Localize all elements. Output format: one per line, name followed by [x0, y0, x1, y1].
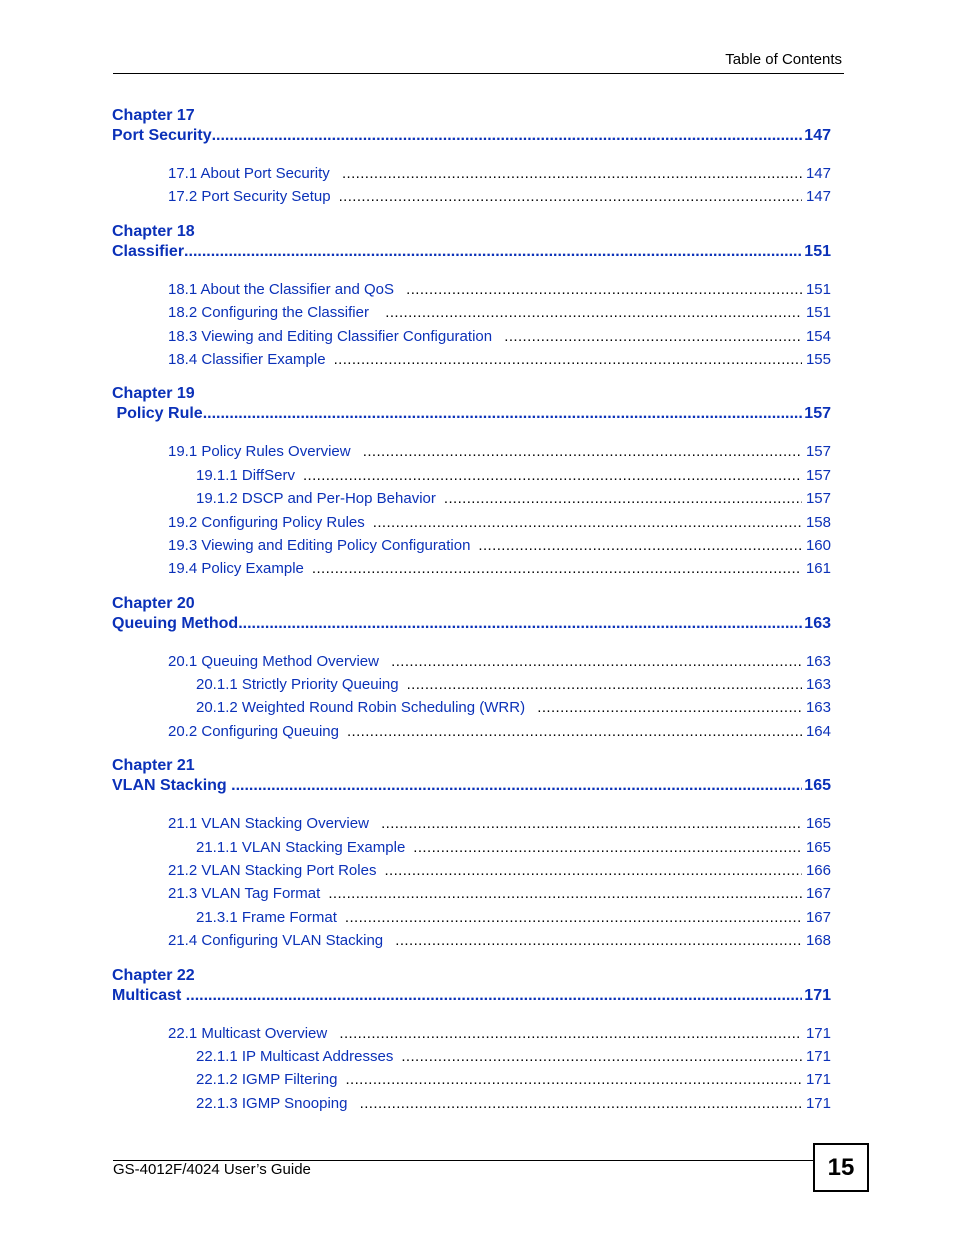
section-title: 18.1 About the Classifier and QoS — [168, 280, 399, 298]
toc-section-link[interactable] — [112, 557, 831, 580]
chapter-title: VLAN Stacking — [112, 777, 232, 795]
dot-leader — [347, 720, 802, 743]
section-page-number: 171 — [805, 1094, 831, 1112]
chapter-label[interactable]: Chapter 18 — [112, 222, 195, 240]
dot-leader — [381, 812, 802, 835]
dot-leader — [444, 487, 802, 510]
section-title: 22.1.2 IGMP Filtering — [196, 1071, 338, 1089]
section-title: 19.2 Configuring Policy Rules — [168, 513, 365, 531]
chapter-block — [112, 966, 831, 1116]
chapter-page-number: 147 — [804, 127, 831, 144]
section-page-number: 168 — [805, 932, 831, 950]
chapter-title: Queuing Method — [112, 614, 239, 632]
section-title: 21.4 Configuring VLAN Stacking — [168, 932, 388, 950]
toc-section-link[interactable] — [112, 440, 831, 463]
section-title: 21.3 VLAN Tag Format — [168, 885, 321, 903]
toc-section-link[interactable] — [112, 720, 831, 743]
section-page-number: 151 — [805, 304, 831, 322]
chapter-block — [112, 106, 831, 209]
section-page-number: 163 — [805, 676, 831, 694]
toc-section-link[interactable] — [112, 511, 831, 534]
dot-leader — [312, 557, 802, 580]
section-page-number: 161 — [805, 560, 831, 578]
chapter-title: Policy Rule — [112, 405, 203, 423]
toc-section-link[interactable] — [112, 929, 831, 952]
chapter-title-link[interactable] — [112, 242, 831, 262]
chapter-title-link[interactable] — [112, 404, 831, 424]
toc-subsection-link[interactable] — [112, 673, 831, 696]
dot-leader — [406, 278, 802, 301]
section-page-number: 171 — [805, 1047, 831, 1065]
toc-section-link[interactable] — [112, 859, 831, 882]
table-of-contents — [112, 106, 831, 1128]
chapter-title-link[interactable] — [112, 126, 831, 146]
dot-leader — [328, 882, 802, 905]
section-page-number: 147 — [805, 165, 831, 182]
header-divider — [113, 73, 844, 74]
section-page-number: 154 — [805, 327, 831, 345]
dot-leader — [363, 440, 802, 463]
chapter-label[interactable]: Chapter 22 — [112, 966, 195, 984]
section-page-number: 155 — [805, 350, 831, 368]
section-title: 22.1 Multicast Overview — [168, 1024, 332, 1042]
dot-leader — [373, 511, 802, 534]
dot-leader — [391, 650, 802, 673]
section-page-number: 165 — [805, 815, 831, 833]
section-title: 19.4 Policy Example — [168, 560, 304, 578]
section-title: 19.3 Viewing and Editing Policy Configuration — [168, 536, 471, 554]
dot-leader — [478, 534, 802, 557]
section-title: 22.1.3 IGMP Snooping — [196, 1094, 352, 1112]
section-page-number: 157 — [805, 466, 831, 484]
chapter-page-number: 165 — [804, 777, 831, 795]
chapter-label[interactable]: Chapter 17 — [112, 107, 195, 124]
section-title: 22.1.1 IP Multicast Addresses — [196, 1047, 394, 1065]
chapter-label[interactable]: Chapter 20 — [112, 594, 195, 612]
chapter-title-link[interactable] — [112, 614, 831, 634]
chapter-title: Port Security — [112, 127, 212, 144]
section-title: 19.1.1 DiffServ — [196, 466, 295, 484]
dot-leader — [231, 776, 802, 796]
dot-leader — [212, 126, 803, 146]
section-page-number: 171 — [805, 1024, 831, 1042]
chapter-page-number: 163 — [804, 614, 831, 632]
chapter-page-number: 157 — [804, 405, 831, 423]
chapter-block — [112, 756, 831, 952]
dot-leader — [384, 859, 802, 882]
dot-leader — [186, 986, 803, 1006]
dot-leader — [537, 696, 802, 719]
dot-leader — [395, 929, 802, 952]
section-page-number: 163 — [805, 699, 831, 717]
section-page-number: 164 — [805, 722, 831, 740]
chapter-block — [112, 384, 831, 580]
chapter-page-number: 171 — [804, 986, 831, 1004]
section-page-number: 147 — [805, 188, 831, 206]
section-page-number: 171 — [805, 1071, 831, 1089]
dot-leader — [238, 614, 802, 634]
toc-subsection-link[interactable] — [112, 906, 831, 929]
guide-title: GS-4012F/4024 User’s Guide — [113, 1161, 311, 1178]
section-title: 20.1.2 Weighted Round Robin Scheduling (WRR) — [196, 699, 530, 717]
toc-subsection-link[interactable] — [112, 464, 831, 487]
section-title: 21.1 VLAN Stacking Overview — [168, 815, 374, 833]
section-title: 17.2 Port Security Setup — [168, 188, 331, 206]
dot-leader — [345, 1068, 802, 1091]
section-title: 20.2 Configuring Queuing — [168, 722, 339, 740]
toc-subsection-link[interactable] — [112, 696, 831, 719]
toc-section-link[interactable] — [112, 1022, 831, 1045]
section-title: 18.4 Classifier Example — [168, 350, 326, 368]
chapter-label[interactable]: Chapter 19 — [112, 385, 195, 403]
toc-section-link[interactable] — [112, 812, 831, 835]
dot-leader — [360, 1092, 802, 1115]
toc-section-link[interactable] — [112, 348, 831, 371]
chapter-block — [112, 222, 831, 372]
chapter-title-link[interactable] — [112, 776, 831, 796]
dot-leader — [342, 162, 802, 185]
section-page-number: 167 — [805, 885, 831, 903]
dot-leader — [184, 242, 802, 262]
chapter-page-number: 151 — [804, 242, 831, 260]
section-title: 21.2 VLAN Stacking Port Roles — [168, 862, 377, 880]
toc-section-link[interactable] — [112, 650, 831, 673]
section-title: 20.1.1 Strictly Priority Queuing — [196, 676, 399, 694]
dot-leader — [504, 325, 802, 348]
toc-section-link[interactable] — [112, 882, 831, 905]
chapter-title-link[interactable] — [112, 986, 831, 1006]
toc-section-link[interactable] — [112, 185, 831, 208]
toc-section-link[interactable] — [112, 278, 831, 301]
section-page-number: 157 — [805, 443, 831, 461]
section-title: 19.1 Policy Rules Overview — [168, 443, 355, 461]
section-title: 18.2 Configuring the Classifier — [168, 304, 378, 322]
section-page-number: 157 — [805, 490, 831, 508]
dot-leader — [339, 1022, 802, 1045]
toc-subsection-link[interactable] — [112, 1068, 831, 1091]
toc-section-link[interactable] — [112, 301, 831, 324]
dot-leader — [345, 906, 802, 929]
chapter-title: Classifier — [112, 242, 185, 260]
toc-subsection-link[interactable] — [112, 836, 831, 859]
dot-leader — [413, 836, 802, 859]
dot-leader — [334, 348, 802, 371]
section-page-number: 151 — [805, 280, 831, 298]
chapter-block — [112, 594, 831, 744]
section-page-number: 166 — [805, 862, 831, 880]
section-title: 18.3 Viewing and Editing Classifier Configuration — [168, 327, 497, 345]
dot-leader — [339, 185, 802, 208]
running-header: Table of Contents — [725, 51, 842, 68]
section-page-number: 160 — [805, 536, 831, 554]
dot-leader — [407, 673, 802, 696]
section-title: 17.1 About Port Security — [168, 165, 334, 182]
section-page-number: 158 — [805, 513, 831, 531]
chapter-label[interactable]: Chapter 21 — [112, 757, 195, 775]
page-number: 15 — [813, 1143, 869, 1192]
dot-leader — [303, 464, 802, 487]
chapter-title: Multicast — [112, 986, 186, 1004]
dot-leader — [401, 1045, 802, 1068]
section-title: 21.3.1 Frame Format — [196, 908, 337, 926]
toc-section-link[interactable] — [112, 325, 831, 348]
section-title: 20.1 Queuing Method Overview — [168, 652, 384, 670]
section-title: 21.1.1 VLAN Stacking Example — [196, 838, 406, 856]
section-page-number: 163 — [805, 652, 831, 670]
section-page-number: 167 — [805, 908, 831, 926]
toc-section-link[interactable] — [112, 162, 831, 185]
toc-subsection-link[interactable] — [112, 1092, 831, 1115]
toc-subsection-link[interactable] — [112, 1045, 831, 1068]
section-page-number: 165 — [805, 838, 831, 856]
dot-leader — [385, 301, 802, 324]
toc-subsection-link[interactable] — [112, 487, 831, 510]
dot-leader — [203, 404, 803, 424]
toc-section-link[interactable] — [112, 534, 831, 557]
section-title: 19.1.2 DSCP and Per-Hop Behavior — [196, 490, 436, 508]
